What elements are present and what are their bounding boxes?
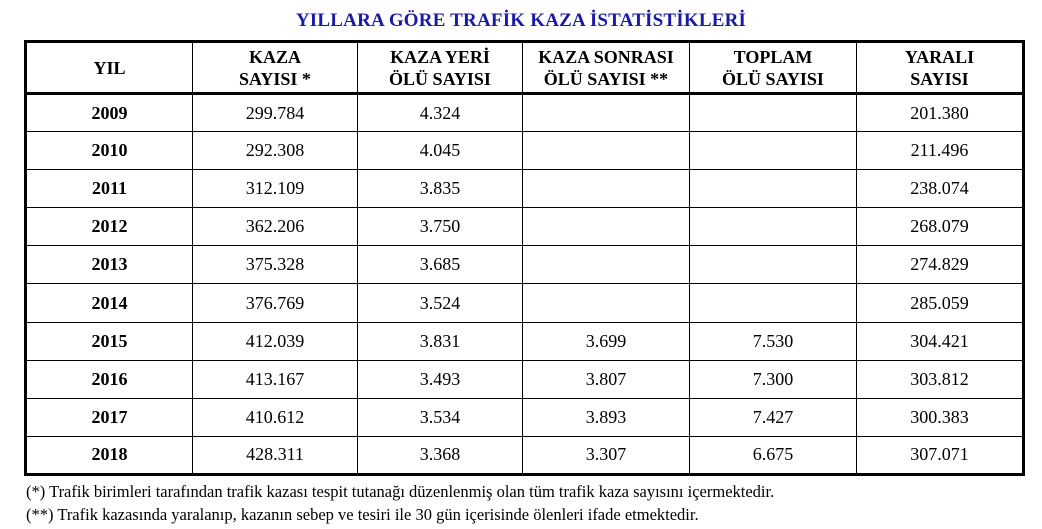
cell-post-accident-deaths: [523, 208, 690, 246]
cell-total-deaths: 7.427: [690, 398, 857, 436]
cell-post-accident-deaths: [523, 94, 690, 132]
table-row: [26, 398, 1024, 436]
page-title: YILLARA GÖRE TRAFİK KAZA İSTATİSTİKLERİ: [295, 10, 747, 31]
cell-accident-count: 375.328: [193, 246, 358, 284]
cell-total-deaths: [690, 284, 857, 322]
cell-onsite-deaths: 4.324: [358, 94, 523, 132]
cell-accident-count: 412.039: [193, 322, 358, 360]
header-post-accident-deaths: KAZA SONRASI ÖLÜ SAYISI **: [523, 42, 690, 94]
table-row: [26, 132, 1024, 170]
table-row: [26, 322, 1024, 360]
cell-accident-count: 428.311: [193, 436, 358, 474]
table-row: [26, 246, 1024, 284]
cell-onsite-deaths: 3.685: [358, 246, 523, 284]
cell-accident-count: 413.167: [193, 360, 358, 398]
cell-onsite-deaths: 3.524: [358, 284, 523, 322]
cell-year: 2014: [26, 284, 193, 322]
cell-onsite-deaths: 3.368: [358, 436, 523, 474]
cell-year: 2017: [26, 398, 193, 436]
cell-injured-count: 268.079: [857, 208, 1024, 246]
cell-post-accident-deaths: 3.307: [523, 436, 690, 474]
cell-accident-count: 299.784: [193, 94, 358, 132]
cell-year: 2018: [26, 436, 193, 474]
cell-total-deaths: [690, 208, 857, 246]
cell-post-accident-deaths: [523, 284, 690, 322]
cell-injured-count: 274.829: [857, 246, 1024, 284]
header-injured-count: YARALI SAYISI: [857, 42, 1024, 94]
cell-year: 2011: [26, 170, 193, 208]
cell-year: 2016: [26, 360, 193, 398]
cell-post-accident-deaths: [523, 132, 690, 170]
table-row: [26, 360, 1024, 398]
cell-injured-count: 304.421: [857, 322, 1024, 360]
cell-total-deaths: [690, 94, 857, 132]
table-row: [26, 436, 1024, 474]
cell-accident-count: 376.769: [193, 284, 358, 322]
cell-accident-count: 312.109: [193, 170, 358, 208]
cell-onsite-deaths: 4.045: [358, 132, 523, 170]
header-year: YIL: [26, 42, 193, 94]
cell-onsite-deaths: 3.831: [358, 322, 523, 360]
cell-accident-count: 362.206: [193, 208, 358, 246]
cell-accident-count: 292.308: [193, 132, 358, 170]
cell-total-deaths: 7.530: [690, 322, 857, 360]
cell-year: 2012: [26, 208, 193, 246]
accident-statistics-table: [24, 40, 1025, 476]
cell-total-deaths: [690, 246, 857, 284]
header-onsite-deaths: KAZA YERİ ÖLÜ SAYISI: [358, 42, 523, 94]
table-row: [26, 94, 1024, 132]
cell-injured-count: 238.074: [857, 170, 1024, 208]
cell-total-deaths: 6.675: [690, 436, 857, 474]
cell-injured-count: 285.059: [857, 284, 1024, 322]
cell-total-deaths: 7.300: [690, 360, 857, 398]
cell-total-deaths: [690, 132, 857, 170]
cell-injured-count: 300.383: [857, 398, 1024, 436]
cell-accident-count: 410.612: [193, 398, 358, 436]
cell-year: 2009: [26, 94, 193, 132]
footnote-post-accident-deaths: (**) Trafik kazasında yaralanıp, kazanın sebep ve tesiri ile 30 gün içerisinde ölenleri ifade etmektedir.: [26, 505, 699, 524]
table-row: [26, 284, 1024, 322]
cell-post-accident-deaths: [523, 246, 690, 284]
cell-post-accident-deaths: [523, 170, 690, 208]
cell-year: 2013: [26, 246, 193, 284]
table-header-row: [26, 42, 1024, 94]
cell-injured-count: 211.496: [857, 132, 1024, 170]
cell-onsite-deaths: 3.835: [358, 170, 523, 208]
cell-year: 2010: [26, 132, 193, 170]
header-total-deaths: TOPLAM ÖLÜ SAYISI: [690, 42, 857, 94]
cell-injured-count: 307.071: [857, 436, 1024, 474]
cell-onsite-deaths: 3.493: [358, 360, 523, 398]
cell-onsite-deaths: 3.750: [358, 208, 523, 246]
cell-post-accident-deaths: 3.699: [523, 322, 690, 360]
footnotes: [26, 480, 1016, 526]
table-row: [26, 208, 1024, 246]
cell-post-accident-deaths: 3.893: [523, 398, 690, 436]
cell-post-accident-deaths: 3.807: [523, 360, 690, 398]
footnote-accident-count: (*) Trafik birimleri tarafından trafik kazası tespit tutanağı düzenlenmiş olan tüm trafik kaza sayısını içermektedir.: [26, 482, 775, 501]
cell-year: 2015: [26, 322, 193, 360]
cell-onsite-deaths: 3.534: [358, 398, 523, 436]
cell-injured-count: 201.380: [857, 94, 1024, 132]
cell-total-deaths: [690, 170, 857, 208]
table-row: [26, 170, 1024, 208]
cell-injured-count: 303.812: [857, 360, 1024, 398]
header-accident-count: KAZA SAYISI *: [193, 42, 358, 94]
